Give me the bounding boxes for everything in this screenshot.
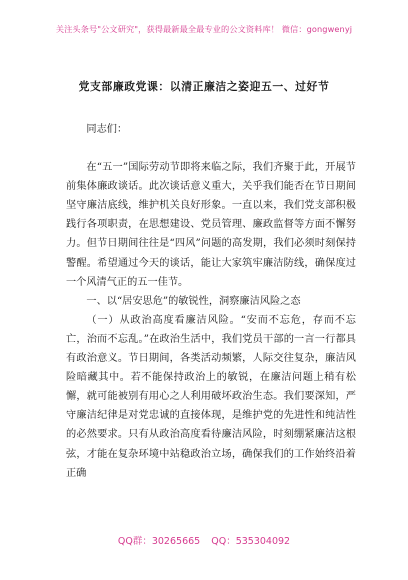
paragraph-1-1: （一）从政治高度看廉洁风险。“安而不忘危，存而不忘亡，治而不忘乱。”在政治生活中，我们党员干部的一言一行都具有政治意义。节日期间，各类活动频繁，人际交往复杂，廉洁风险暗藏其中。若不能保持政治上的敏锐，在廉洁问题上稍有松懈，就可能被别有用心之人利用破坏政治生态。我们要深知，严守廉洁纪律是对党忠诚的直接体现，是维护党的先进性和纯洁性的必然要求。只有从政治高度看待廉洁风险，时刻绷紧廉洁这根弦，才能在复杂环境中站稳政治立场，确保我们的工作始终沿着正确 [66,314,356,479]
document-title: 党支部廉政党课：以清正廉洁之姿迎五一、过好节 [78,80,330,93]
footer-contact [0,533,408,547]
qq-label: QQ：535304092 [211,536,291,547]
greeting: 同志们： [86,124,128,135]
qq-group-label: QQ群：30265665 [117,536,201,547]
document-body [66,120,356,483]
promo-banner: 关注头条号"公文研究"，获得最新最全最专业的公文资料库！ 微信：gongwenyj [55,24,353,34]
paragraph-intro: 在“五一”国际劳动节即将来临之际，我们齐聚于此，开展节前集体廉政谈话。此次谈话意义重大，关乎我们能否在节日期间坚守廉洁底线，维护机关良好形象。一直以来，我们党支部积极践行各项职责，在思想建设、党员管理、廉政监督等方面不懈努力。但节日期间往往是“四风”问题的高发期，我们必须时刻保持警醒。希望通过今天的谈话，能让大家筑牢廉洁防线，确保度过一个风清气正的五一佳节。 [66,162,356,288]
section-heading-1: 一、以“居安思危”的敏锐性，洞察廉洁风险之态 [86,295,301,307]
